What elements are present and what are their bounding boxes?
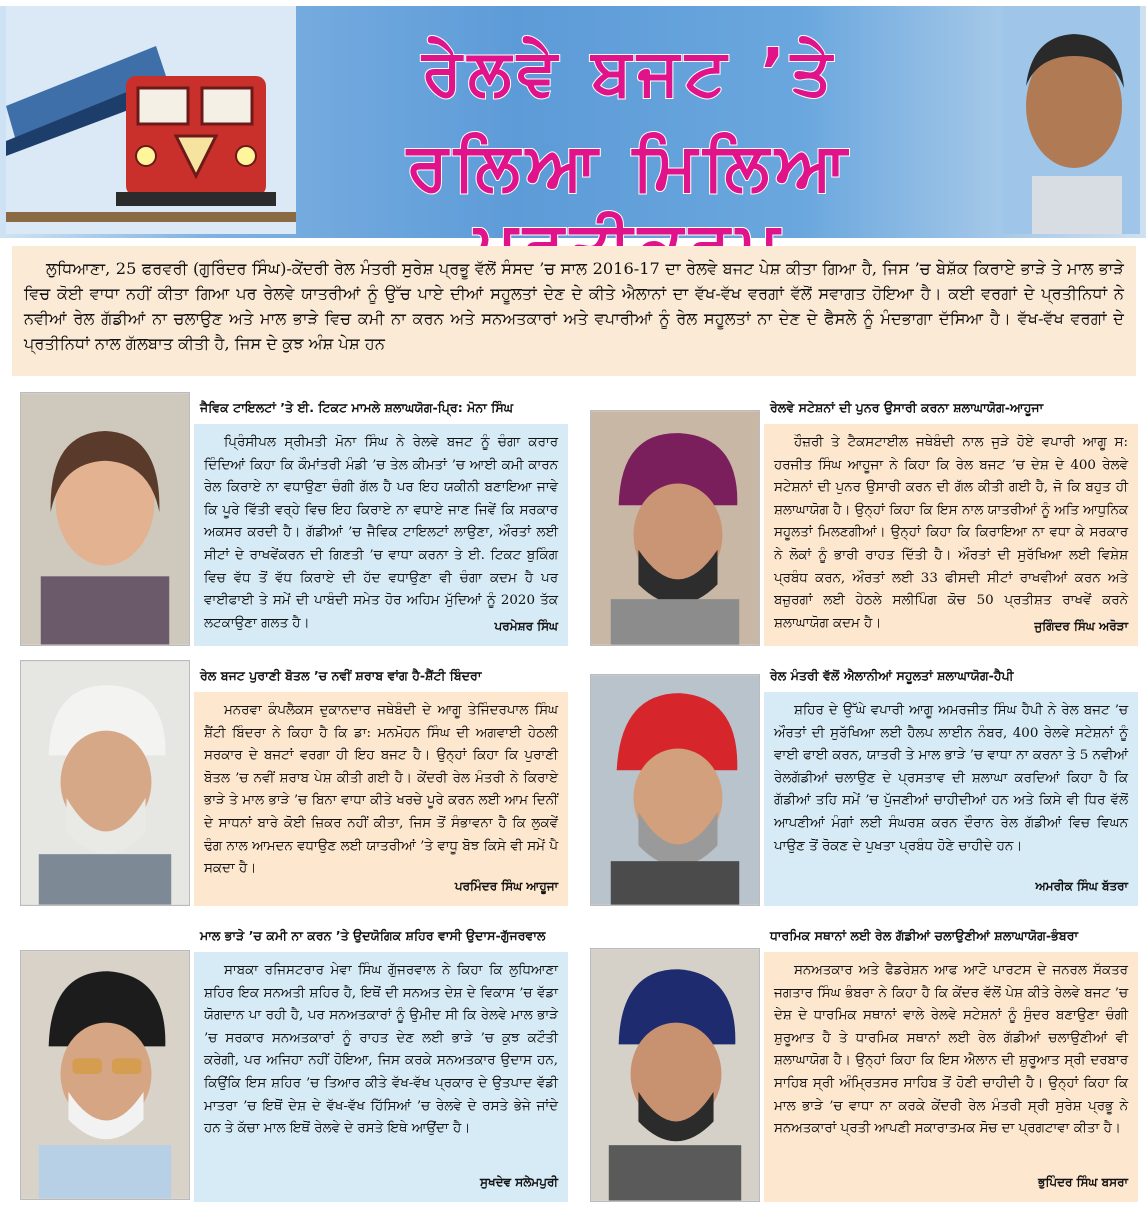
portrait-photo: [590, 674, 760, 906]
opinion-card-shanty-bindra: [20, 660, 568, 906]
card-headline: ਰੇਲ ਮੰਤਰੀ ਵੱਲੋਂ ਐਲਾਨੀਆਂ ਸਹੂਲਤਾਂ ਸ਼ਲਾਘਾਯੋਗ-ਹੈਪੀ: [764, 660, 1138, 690]
card-signature: ਭੁਪਿੰਦਰ ਸਿੰਘ ਬਸਰਾ: [1012, 1171, 1128, 1194]
card-body: [764, 424, 1138, 646]
card-headline: ਮਾਲ ਭਾੜੇ ’ਚ ਕਮੀ ਨਾ ਕਰਨ ’ਤੇ ਉਦਯੋਗਿਕ ਸ਼ਹਿਰ ਵਾਸੀ ਉਦਾਸ-ਗੁੱਜਰਵਾਲ: [194, 920, 568, 950]
card-signature: ਅਮਰੀਕ ਸਿੰਘ ਬੱਤਰਾ: [1009, 875, 1128, 898]
card-signature: ਪਰਮੇਸ਼ਰ ਸਿੰਘ: [469, 615, 558, 638]
card-body-text: ਪ੍ਰਿੰਸੀਪਲ ਸ੍ਰੀਮਤੀ ਮੋਨਾ ਸਿੰਘ ਨੇ ਰੇਲਵੇ ਬਜਟ ਨੂੰ ਚੰਗਾ ਕਰਾਰ ਦਿੰਦਿਆਂ ਕਿਹਾ ਕਿ ਕੌਮਾਂਤਰੀ ਮੰਡੀ ’ਚ ਤੇਲ ਕੀਮਤਾਂ ’ਚ ਆਈ ਕਮੀ ਕਾਰਨ ਰੇਲ ਕਿਰਾਏ ਨਾ ਵਧਾਉਣਾ ਚੰਗੀ ਗੱਲ ਹੈ ਪਰ ਇਹ ਯਕੀਨੀ ਬਣਾਇਆ ਜਾਵੇ ਕਿ ਪੂਰੇ ਵਿੱਤੀ ਵਰ੍ਹੇ ਵਿਚ ਇਹ ਕਿਰਾਏ ਨਾ ਵਧਾਏ ਜਾਣ ਜਿਵੇਂ ਕਿ ਸਰਕਾਰ ਅਕਸਰ ਕਰਦੀ ਹੈ। ਗੱਡੀਆਂ ’ਚ ਜੈਵਿਕ ਟਾਇਲਟਾਂ ਲਾਉਣਾ, ਔਰਤਾਂ ਲਈ ਸੀਟਾਂ ਦੇ ਰਾਖਵੇਂਕਰਨ ਦੀ ਗਿਣਤੀ ’ਚ ਵਾਧਾ ਕਰਨਾ ਤੇ ਈ. ਟਿਕਟ ਬੁਕਿੰਗ ਵਿਚ ਵੱਧ ਤੋਂ ਵੱਧ ਕਿਰਾਏ ਦੀ ਹੱਦ ਵਧਾਉਣਾ ਵੀ ਚੰਗਾ ਕਦਮ ਹੈ ਪਰ ਵਾਈਫਾਈ ਤੇ ਸਮੇਂ ਦੀ ਪਾਬੰਦੀ ਸਮੇਤ ਹੋਰ ਅਹਿਮ ਮੁੱਦਿਆਂ ਨੂੰ 2020 ਤੱਕ ਲਟਕਾਉਣਾ ਗਲਤ ਹੈ।: [204, 435, 558, 631]
card-body-text: ਸ਼ਹਿਰ ਦੇ ਉੱਘੇ ਵਪਾਰੀ ਆਗੂ ਅਮਰਜੀਤ ਸਿੰਘ ਹੈਪੀ ਨੇ ਰੇਲ ਬਜਟ ’ਚ ਔਰਤਾਂ ਦੀ ਸੁਰੱਖਿਆ ਲਈ ਹੈਲਪ ਲਾਈਨ ਨੰਬਰ, 400 ਰੇਲਵੇ ਸਟੇਸ਼ਨਾਂ ਨੂੰ ਵਾਈ ਫਾਈ ਕਰਨ, ਯਾਤਰੀ ਤੇ ਮਾਲ ਭਾੜੇ ’ਚ ਵਾਧਾ ਨਾ ਕਰਨਾ ਤੇ 5 ਨਵੀਆਂ ਰੇਲਗੱਡੀਆਂ ਚਲਾਉਣ ਦੇ ਪ੍ਰਸਤਾਵ ਦੀ ਸ਼ਲਾਘਾ ਕਰਦਿਆਂ ਕਿਹਾ ਹੈ ਕਿ ਗੱਡੀਆਂ ਤਹਿ ਸਮੇਂ ’ਚ ਪੁੱਜਣੀਆਂ ਚਾਹੀਦੀਆਂ ਹਨ ਅਤੇ ਕਿਸੇ ਵੀ ਧਿਰ ਵੱਲੋਂ ਆਪਣੀਆਂ ਮੰਗਾਂ ਲਈ ਸੰਘਰਸ਼ ਕਰਨ ਦੌਰਾਨ ਰੇਲ ਗੱਡੀਆਂ ਵਿਚ ਵਿਘਨ ਪਾਉਣ ਤੋਂ ਰੋਕਣ ਦੇ ਪੁਖਤਾ ਪ੍ਰਬੰਧ ਹੋਣੇ ਚਾਹੀਦੇ ਹਨ।: [774, 703, 1128, 854]
card-signature: ਸੁਖਦੇਵ ਸਲੇਮਪੁਰੀ: [454, 1171, 558, 1194]
card-body: [194, 952, 568, 1202]
card-body-text: ਸਾਬਕਾ ਰਜਿਸਟਰਾਰ ਮੇਵਾ ਸਿੰਘ ਗੁੱਜਰਵਾਲ ਨੇ ਕਿਹਾ ਕਿ ਲੁਧਿਆਣਾ ਸ਼ਹਿਰ ਇਕ ਸਨਅਤੀ ਸ਼ਹਿਰ ਹੈ, ਇਥੋਂ ਦੀ ਸਨਅਤ ਦੇਸ਼ ਦੇ ਵਿਕਾਸ ’ਚ ਵੱਡਾ ਯੋਗਦਾਨ ਪਾ ਰਹੀ ਹੈ, ਪਰ ਸਨਅਤਕਾਰਾਂ ਨੂੰ ਉਮੀਦ ਸੀ ਕਿ ਰੇਲਵੇ ਮਾਲ ਭਾੜੇ ’ਚ ਸਰਕਾਰ ਸਨਅਤਕਾਰਾਂ ਨੂੰ ਰਾਹਤ ਦੇਣ ਲਈ ਭਾੜੇ ’ਚ ਕੁਝ ਕਟੌਤੀ ਕਰੇਗੀ, ਪਰ ਅਜਿਹਾ ਨਹੀਂ ਹੋਇਆ, ਜਿਸ ਕਰਕੇ ਸਨਅਤਕਾਰ ਉਦਾਸ ਹਨ, ਕਿਉਂਕਿ ਇਸ ਸ਼ਹਿਰ ’ਚ ਤਿਆਰ ਕੀਤੇ ਵੱਖ-ਵੱਖ ਪ੍ਰਕਾਰ ਦੇ ਉਤਪਾਦ ਵੱਡੀ ਮਾਤਰਾ ’ਚ ਇਥੋਂ ਦੇਸ਼ ਦੇ ਵੱਖ-ਵੱਖ ਹਿੱਸਿਆਂ ’ਚ ਰੇਲਵੇ ਦੇ ਰਸਤੇ ਭੇਜੇ ਜਾਂਦੇ ਹਨ ਤੇ ਕੱਚਾ ਮਾਲ ਇਥੋਂ ਰੇਲਵੇ ਦੇ ਰਸਤੇ ਇਥੇ ਆਉਂਦਾ ਹੈ।: [204, 963, 558, 1137]
headline-line-2: ਰਲਿਆ ਮਿਲਿਆ: [407, 128, 853, 205]
card-body: [194, 692, 568, 906]
portrait-photo: [20, 392, 190, 646]
card-body-text: ਮਨਰਵਾ ਕੰਪਲੈਕਸ ਦੁਕਾਨਦਾਰ ਜਥੇਬੰਦੀ ਦੇ ਆਗੂ ਤੇਜਿੰਦਰਪਾਲ ਸਿੰਘ ਸ਼ੈਂਟੀ ਬਿੰਦਰਾ ਨੇ ਕਿਹਾ ਹੈ ਕਿ ਡਾ: ਮਨਮੋਹਨ ਸਿੰਘ ਦੀ ਅਗਵਾਈ ਹੇਠਲੀ ਸਰਕਾਰ ਦੇ ਬਜਟਾਂ ਵਰਗਾ ਹੀ ਇਹ ਬਜਟ ਹੈ। ਉਨ੍ਹਾਂ ਕਿਹਾ ਕਿ ਪੁਰਾਣੀ ਬੋਤਲ ’ਚ ਨਵੀਂ ਸ਼ਰਾਬ ਪੇਸ਼ ਕੀਤੀ ਗਈ ਹੈ। ਕੇਂਦਰੀ ਰੇਲ ਮੰਤਰੀ ਨੇ ਕਿਰਾਏ ਭਾੜੇ ਤੇ ਮਾਲ ਭਾੜੇ ’ਚ ਬਿਨਾ ਵਾਧਾ ਕੀਤੇ ਖਰਚੇ ਪੂਰੇ ਕਰਨ ਲਈ ਆਮ ਦਿਨੀਂ ਦੇ ਸਾਧਨਾਂ ਬਾਰੇ ਕੋਈ ਜ਼ਿਕਰ ਨਹੀਂ ਕੀਤਾ, ਜਿਸ ਤੋਂ ਸੰਭਾਵਨਾ ਹੈ ਕਿ ਲੁਕਵੇਂ ਢੰਗ ਨਾਲ ਆਮਦਨ ਵਧਾਉਣ ਲਈ ਯਾਤਰੀਆਂ ’ਤੇ ਵਾਧੂ ਬੋਝ ਕਿਸੇ ਵੀ ਸਮੇਂ ਪੈ ਸਕਦਾ ਹੈ।: [204, 703, 558, 877]
card-headline: ਰੇਲ ਬਜਟ ਪੁਰਾਣੀ ਬੋਤਲ ’ਚ ਨਵੀਂ ਸ਼ਰਾਬ ਵਾਂਗ ਹੈ-ਸ਼ੈਂਟੀ ਬਿੰਦਰਾ: [194, 660, 568, 690]
card-body: [764, 692, 1138, 906]
opinion-card-bhambra: [590, 920, 1138, 1202]
header-banner: [0, 0, 1146, 238]
card-body: [194, 424, 568, 646]
opinion-card-happy: [590, 660, 1138, 906]
card-signature: ਜੁਗਿੰਦਰ ਸਿੰਘ ਅਰੋੜਾ: [1008, 615, 1128, 638]
intro-paragraph: ਲੁਧਿਆਣਾ, 25 ਫਰਵਰੀ (ਗੁਰਿੰਦਰ ਸਿੰਘ)-ਕੇਂਦਰੀ ਰੇਲ ਮੰਤਰੀ ਸੁਰੇਸ਼ ਪ੍ਰਭੂ ਵੱਲੋਂ ਸੰਸਦ ’ਚ ਸਾਲ 2016-17 ਦਾ ਰੇਲਵੇ ਬਜਟ ਪੇਸ਼ ਕੀਤਾ ਗਿਆ ਹੈ, ਜਿਸ ’ਚ ਬੇਸ਼ੱਕ ਕਿਰਾਏ ਭਾੜੇ ਤੇ ਮਾਲ ਭਾੜੇ ਵਿਚ ਕੋਈ ਵਾਧਾ ਨਹੀਂ ਕੀਤਾ ਗਿਆ ਪਰ ਰੇਲਵੇ ਯਾਤਰੀਆਂ ਨੂੰ ਉੱਚ ਪਾਏ ਦੀਆਂ ਸਹੂਲਤਾਂ ਦੇਣ ਦੇ ਕੀਤੇ ਐਲਾਨਾਂ ਦਾ ਵੱਖ-ਵੱਖ ਵਰਗਾਂ ਵੱਲੋਂ ਸਵਾਗਤ ਹੋਇਆ ਹੈ। ਕਈ ਵਰਗਾਂ ਦੇ ਪ੍ਰਤੀਨਿਧਾਂ ਨੇ ਨਵੀਆਂ ਰੇਲ ਗੱਡੀਆਂ ਨਾ ਚਲਾਉਣ ਅਤੇ ਮਾਲ ਭਾੜੇ ਵਿਚ ਕਮੀ ਨਾ ਕਰਨ ਅਤੇ ਸਨਅਤਕਾਰਾਂ ਅਤੇ ਵਪਾਰੀਆਂ ਨੂੰ ਰੇਲ ਸਹੂਲਤਾਂ ਨਾ ਦੇਣ ਦੇ ਫੈਸਲੇ ਨੂੰ ਮੰਦਭਾਗਾ ਦੱਸਿਆ ਹੈ। ਵੱਖ-ਵੱਖ ਵਰਗਾਂ ਦੇ ਪ੍ਰਤੀਨਿਧਾਂ ਨਾਲ ਗੱਲਬਾਤ ਕੀਤੀ ਹੈ, ਜਿਸ ਦੇ ਕੁਝ ਅੰਸ਼ ਪੇਸ਼ ਹਨ: [12, 246, 1136, 376]
card-body: [764, 952, 1138, 1202]
card-headline: ਧਾਰਮਿਕ ਸਥਾਨਾਂ ਲਈ ਰੇਲ ਗੱਡੀਆਂ ਚਲਾਉਣੀਆਂ ਸ਼ਲਾਘਾਯੋਗ-ਭੰਬਰਾ: [764, 920, 1138, 950]
opinion-card-gujjarwal: [20, 920, 568, 1202]
opinion-card-mona-singh: [20, 392, 568, 646]
portrait-photo: [20, 660, 190, 906]
portrait-photo: [590, 410, 760, 646]
opinion-card-ahuja: [590, 392, 1138, 646]
card-headline: ਰੇਲਵੇ ਸਟੇਸ਼ਨਾਂ ਦੀ ਪੁਨਰ ਉਸਾਰੀ ਕਰਨਾ ਸ਼ਲਾਘਾਯੋਗ-ਆਹੂਜਾ: [764, 392, 1138, 422]
portrait-photo: [590, 948, 760, 1202]
card-body-text: ਹੌਜ਼ਰੀ ਤੇ ਟੈਕਸਟਾਈਲ ਜਥੇਬੰਦੀ ਨਾਲ ਜੁੜੇ ਹੋਏ ਵਪਾਰੀ ਆਗੂ ਸ: ਹਰਜੀਤ ਸਿੰਘ ਆਹੂਜਾ ਨੇ ਕਿਹਾ ਕਿ ਰੇਲ ਬਜਟ ’ਚ ਦੇਸ਼ ਦੇ 400 ਰੇਲਵੇ ਸਟੇਸ਼ਨਾਂ ਦੀ ਪੁਨਰ ਉਸਾਰੀ ਕਰਨ ਦੀ ਗੱਲ ਕੀਤੀ ਗਈ ਹੈ, ਜੋ ਕਿ ਬਹੁਤ ਹੀ ਸ਼ਲਾਘਾਯੋਗ ਹੈ। ਉਨ੍ਹਾਂ ਕਿਹਾ ਕਿ ਇਸ ਨਾਲ ਯਾਤਰੀਆਂ ਨੂੰ ਅਤਿ ਆਧੁਨਿਕ ਸਹੂਲਤਾਂ ਮਿਲਣਗੀਆਂ। ਉਨ੍ਹਾਂ ਕਿਹਾ ਕਿ ਕਿਰਾਇਆ ਨਾ ਵਧਾ ਕੇ ਸਰਕਾਰ ਨੇ ਲੋਕਾਂ ਨੂੰ ਭਾਰੀ ਰਾਹਤ ਦਿੱਤੀ ਹੈ। ਔਰਤਾਂ ਦੀ ਸੁਰੱਖਿਆ ਲਈ ਵਿਸ਼ੇਸ਼ ਪ੍ਰਬੰਧ ਕਰਨ, ਔਰਤਾਂ ਲਈ 33 ਫੀਸਦੀ ਸੀਟਾਂ ਰਾਖਵੀਆਂ ਕਰਨ ਅਤੇ ਬਜ਼ੁਰਗਾਂ ਲਈ ਹੇਠਲੇ ਸਲੀਪਿੰਗ ਕੋਚ 50 ਪ੍ਰਤੀਸ਼ਤ ਰਾਖਵੇਂ ਕਰਨੇ ਸ਼ਲਾਘਾਯੋਗ ਕਦਮ ਹੈ।: [774, 435, 1128, 631]
portrait-photo: [20, 950, 190, 1200]
minister-portrait: [1002, 6, 1140, 234]
card-body-text: ਸਨਅਤਕਾਰ ਅਤੇ ਫੈਡਰੇਸ਼ਨ ਆਫ ਆਟੋ ਪਾਰਟਸ ਦੇ ਜਨਰਲ ਸੱਕਤਰ ਜਗਤਾਰ ਸਿੰਘ ਭੰਬਰਾ ਨੇ ਕਿਹਾ ਹੈ ਕਿ ਕੇਂਦਰ ਵੱਲੋਂ ਪੇਸ਼ ਕੀਤੇ ਰੇਲਵੇ ਬਜਟ ’ਚ ਦੇਸ਼ ਦੇ ਧਾਰਮਿਕ ਸਥਾਨਾਂ ਵਾਲੇ ਰੇਲਵੇ ਸਟੇਸ਼ਨਾਂ ਨੂੰ ਸੁੰਦਰ ਬਣਾਉਣਾ ਚੰਗੀ ਸ਼ੁਰੂਆਤ ਹੈ ਤੇ ਧਾਰਮਿਕ ਸਥਾਨਾਂ ਲਈ ਰੇਲ ਗੱਡੀਆਂ ਚਲਾਉਣੀਆਂ ਵੀ ਸ਼ਲਾਘਾਯੋਗ ਹੈ। ਉਨ੍ਹਾਂ ਕਿਹਾ ਕਿ ਇਸ ਐਲਾਨ ਦੀ ਸ਼ੁਰੂਆਤ ਸ੍ਰੀ ਦਰਬਾਰ ਸਾਹਿਬ ਸ੍ਰੀ ਅੰਮ੍ਰਿਤਸਰ ਸਾਹਿਬ ਤੋਂ ਹੋਣੀ ਚਾਹੀਦੀ ਹੈ। ਉਨ੍ਹਾਂ ਕਿਹਾ ਕਿ ਮਾਲ ਭਾੜੇ ’ਚ ਵਾਧਾ ਨਾ ਕਰਕੇ ਕੇਂਦਰੀ ਰੇਲ ਮੰਤਰੀ ਸ੍ਰੀ ਸੁਰੇਸ਼ ਪ੍ਰਭੂ ਨੇ ਸਨਅਤਕਾਰਾਂ ਪ੍ਰਤੀ ਆਪਣੀ ਸਕਾਰਾਤਮਕ ਸੋਚ ਦਾ ਪ੍ਰਗਟਾਵਾ ਕੀਤਾ ਹੈ।: [774, 963, 1128, 1137]
headline-line-1: ਰੇਲਵੇ ਬਜਟ ’ਤੇ: [422, 36, 838, 110]
card-headline: ਜੈਵਿਕ ਟਾਇਲਟਾਂ ’ਤੇ ਈ. ਟਿਕਟ ਮਾਮਲੇ ਸ਼ਲਾਘਯੋਗ-ਪ੍ਰਿ: ਮੋਨਾ ਸਿੰਘ: [194, 392, 568, 422]
card-signature: ਪਰਮਿੰਦਰ ਸਿੰਘ ਆਹੂਜਾ: [429, 875, 558, 898]
